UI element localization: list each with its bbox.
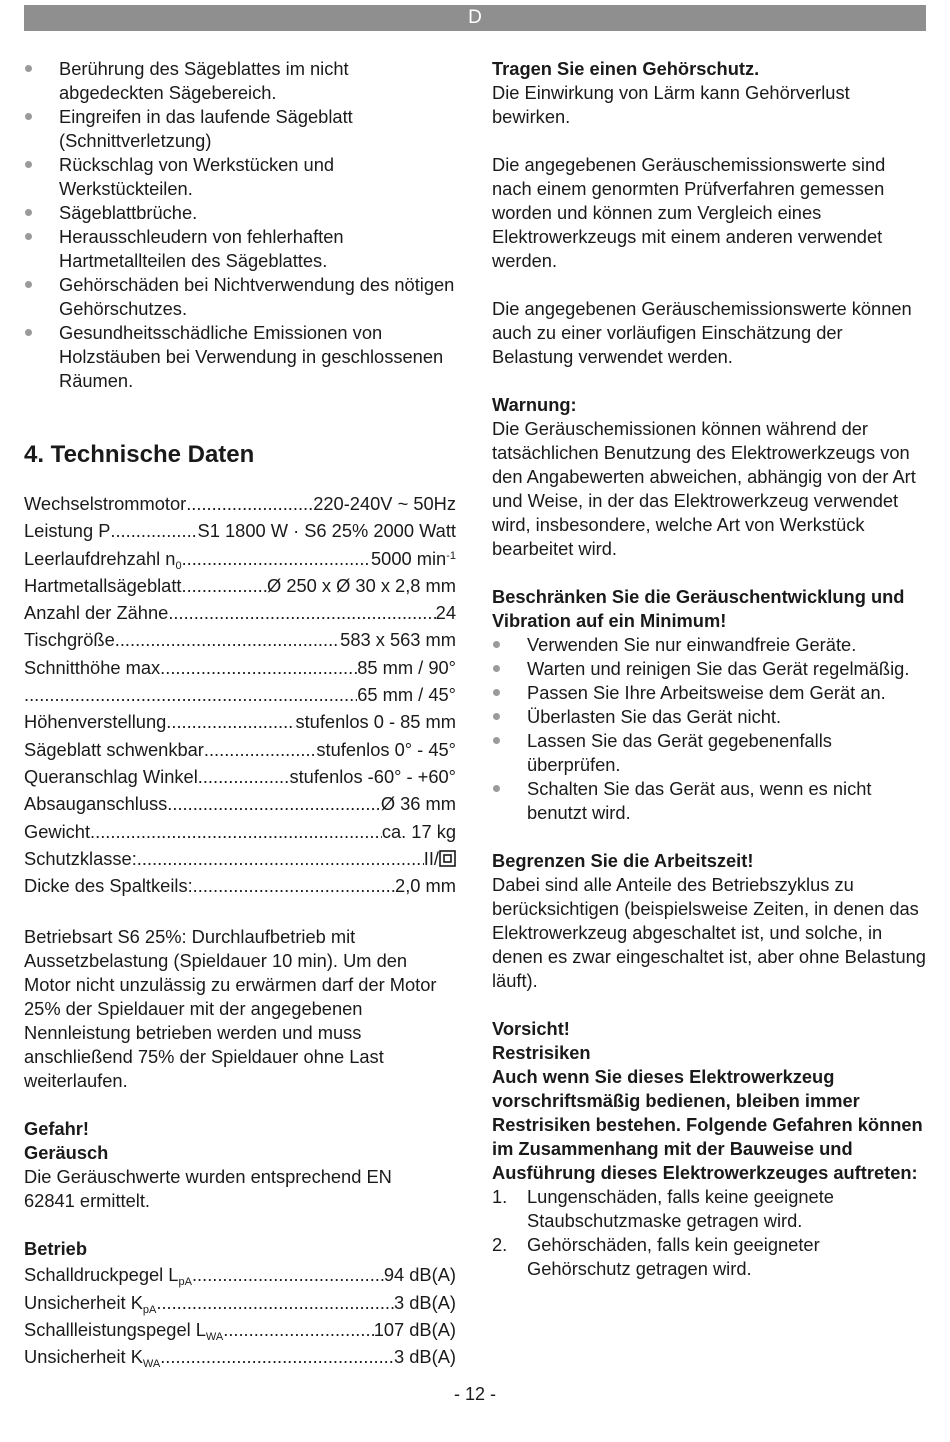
spec-value: stufenlos -60° - +60° (289, 765, 456, 787)
noise-row (24, 1261, 456, 1288)
spec-row (24, 517, 456, 544)
hazard-list (24, 57, 456, 393)
noise-subscript: pA (178, 1276, 192, 1289)
spec-row (24, 736, 456, 763)
risk-list (492, 1185, 928, 1281)
arbeitszeit-heading: Begrenzen Sie die Arbeitszeit! (492, 850, 754, 871)
gehoerschutz-paragraph: Die Einwirkung von Lärm kann Gehörverlust bewirken. (492, 82, 850, 127)
noise-value: 3 dB(A) (394, 1291, 456, 1313)
spec-row (24, 545, 456, 572)
noise-table (24, 1261, 456, 1370)
spec-value: 2,0 mm (395, 875, 456, 897)
right-column (492, 57, 928, 1281)
noise-subscript: WA (142, 1358, 161, 1371)
spec-value: Ø 250 x Ø 30 x 2,8 mm (267, 574, 456, 596)
spec-value: 5000 min (371, 547, 447, 569)
noise-value: 94 dB(A) (383, 1264, 456, 1286)
noise-value: 3 dB(A) (394, 1346, 456, 1368)
restrisiken-heading: Restrisiken (492, 1042, 591, 1063)
spec-row (24, 681, 456, 708)
spec-label: Schutzklasse: (24, 847, 137, 869)
section-title: 4. Technische Daten (24, 441, 255, 468)
list-item: Überlasten Sie das Gerät nicht. (492, 705, 928, 729)
page-number: - 12 - (453, 1384, 496, 1404)
limit-heading: Beschränken Sie die Geräuschentwicklung und Vibration auf ein Minimum! (492, 586, 905, 631)
language-label: D (468, 7, 482, 28)
emission-paragraph: Die angegebenen Geräuschemissionswerte sind nach einem genormten Prüfverfahren gemessen worden und können zum Vergleich eines Elektrowerkzeugs mit einem anderen verwendet werden. (492, 154, 886, 271)
restrisiken-paragraph: Auch wenn Sie dieses Elektrowerkzeug vorschriftsmäßig bedienen, bleiben immer Restrisiken bestehen. Folgende Gefahren können im Zusammenhang mit der Bauweise und Ausführung dieses Elektrowerkzeuges auftreten: (492, 1066, 923, 1183)
risk-number: 2. (492, 1234, 508, 1255)
list-item: Sägeblattbrüche. (24, 201, 456, 225)
spec-value: 583 x 563 mm (340, 629, 456, 651)
list-item: Verwenden Sie nur einwandfreie Geräte. (492, 633, 928, 657)
risk-text: Lungenschäden, falls keine geeignete Staubschutzmaske getragen wird. (527, 1186, 834, 1231)
betrieb-heading: Betrieb (24, 1238, 87, 1260)
spec-label: Leerlaufdrehzahl n (24, 547, 176, 569)
list-item: Warten und reinigen Sie das Gerät regelmäßig. (492, 657, 928, 681)
noise-label: Schallleistungspegel L (24, 1319, 206, 1341)
noise-label: Schalldruckpegel L (24, 1264, 179, 1286)
spec-row (24, 708, 456, 735)
spec-subscript: 0 (175, 559, 182, 572)
spec-value: S1 1800 W · S6 25% 2000 Watt (197, 520, 456, 542)
spec-value: II/ (423, 847, 439, 869)
list-item: Schalten Sie das Gerät aus, wenn es nicht benutzt wird. (492, 777, 928, 825)
spec-superscript: -1 (446, 549, 456, 562)
spec-label: Tischgröße (24, 629, 115, 651)
noise-label: Unsicherheit K (24, 1291, 143, 1313)
spec-value: 85 mm / 90° (357, 656, 456, 678)
spec-row (24, 763, 456, 790)
warnung-heading: Warnung: (492, 394, 577, 415)
list-item: Eingreifen in das laufende Sägeblatt (Schnittverletzung) (24, 105, 456, 153)
vorsicht-heading: Vorsicht! (492, 1018, 570, 1039)
spec-row (24, 654, 456, 681)
spec-value: 65 mm / 45° (357, 684, 456, 706)
spec-value: stufenlos 0° - 45° (316, 738, 456, 760)
list-item: Gehörschäden bei Nichtverwendung des nötigen Gehörschutzes. (24, 273, 456, 321)
gefahr-heading: Gefahr! (24, 1118, 90, 1140)
emission-paragraph: Die angegebenen Geräuschemissionswerte können auch zu einer vorläufigen Einschätzung der Belastung verwendet werden. (492, 298, 912, 367)
gehoerschutz-heading: Tragen Sie einen Gehörschutz. (492, 58, 760, 79)
betriebsart-paragraph: Betriebsart S6 25%: Durchlaufbetrieb mit Aussetzbelastung (Spieldauer 10 min). Um den Motor nicht unzulässig zu erwärmen darf der Motor 25% der Spieldauer mit der angegebenen Nennleistung betrieben werden und muss anschließend 75% der Spieldauer ohne Last weiterlaufen. (24, 926, 437, 1092)
left-column (24, 57, 456, 1371)
spec-value: Ø 36 mm (380, 793, 456, 815)
spec-label: Leistung P (24, 520, 111, 542)
noise-row (24, 1316, 456, 1343)
warnung-paragraph: Die Geräuschemissionen können während der tatsächlichen Benutzung des Elektrowerkzeugs von den Angabewerten abweichen, abhängig von der Art und Weise, in der das Elektrowerkzeug verwendet wird, insbesondere, welche Art von Werkstück bearbeitet wird. (492, 418, 916, 559)
spec-label: Höhenverstellung (24, 711, 167, 733)
spec-label: Anzahl der Zähne (24, 602, 169, 624)
arbeitszeit-paragraph: Dabei sind alle Anteile des Betriebszyklus zu berücksichtigen (beispielsweise Zeiten, in denen das Elektrowerkzeug abgeschaltet ist, und solche, in denen es zwar eingeschaltet ist, aber ohne Belastung läuft). (492, 874, 926, 991)
language-header-bar (24, 5, 926, 31)
noise-label: Unsicherheit K (24, 1346, 143, 1368)
spec-row (24, 490, 456, 517)
spec-row (24, 872, 456, 899)
spec-label: Dicke des Spaltkeils: (24, 875, 193, 897)
risk-number: 1. (492, 1186, 508, 1207)
spec-label: Hartmetallsägeblatt (24, 574, 182, 596)
list-item: Herausschleudern von fehlerhaften Hartmetallteilen des Sägeblattes. (24, 225, 456, 273)
spec-value: 220-240V ~ 50Hz (313, 493, 456, 514)
list-item: Berührung des Sägeblattes im nicht abgedeckten Sägebereich. (24, 57, 456, 105)
spec-label: Gewicht (24, 820, 91, 842)
spec-value: stufenlos 0 - 85 mm (295, 711, 456, 733)
spec-row (24, 572, 456, 599)
noise-subscript: pA (142, 1303, 157, 1316)
spec-label: Wechselstrommotor (24, 493, 187, 514)
spec-value: ca. 17 kg (381, 820, 456, 842)
noise-subscript: WA (205, 1331, 224, 1344)
list-item (492, 1185, 928, 1233)
spec-label: Schnitthöhe max. (24, 656, 166, 678)
spec-row (24, 845, 456, 872)
noise-row (24, 1289, 456, 1316)
list-item: Gesundheitsschädliche Emissionen von Holzstäuben bei Verwendung in geschlossenen Räumen. (24, 321, 456, 393)
risk-text: Gehörschäden, falls kein geeigneter Gehörschutz getragen wird. (527, 1234, 820, 1279)
list-item (492, 1233, 928, 1281)
spec-label: Sägeblatt schwenkbar (24, 738, 204, 760)
limit-list (492, 633, 928, 825)
spec-table (24, 490, 456, 899)
spec-row (24, 599, 456, 626)
geraeusch-paragraph: Die Geräuschwerte wurden entsprechend EN 62841 ermittelt. (24, 1166, 392, 1212)
list-item: Lassen Sie das Gerät gegebenenfalls überprüfen. (492, 729, 928, 777)
spec-label: Queranschlag Winkel (24, 765, 198, 787)
spec-row (24, 626, 456, 653)
noise-row (24, 1343, 456, 1370)
noise-value: 107 dB(A) (373, 1319, 456, 1341)
spec-label: Absauganschluss (24, 793, 168, 815)
geraeusch-heading: Geräusch (24, 1142, 109, 1164)
protection-class-ii-icon (439, 850, 456, 867)
spec-row (24, 790, 456, 817)
list-item: Passen Sie Ihre Arbeitsweise dem Gerät an. (492, 681, 928, 705)
list-item: Rückschlag von Werkstücken und Werkstückteilen. (24, 153, 456, 201)
spec-value: 24 (435, 602, 456, 624)
spec-row (24, 818, 456, 845)
